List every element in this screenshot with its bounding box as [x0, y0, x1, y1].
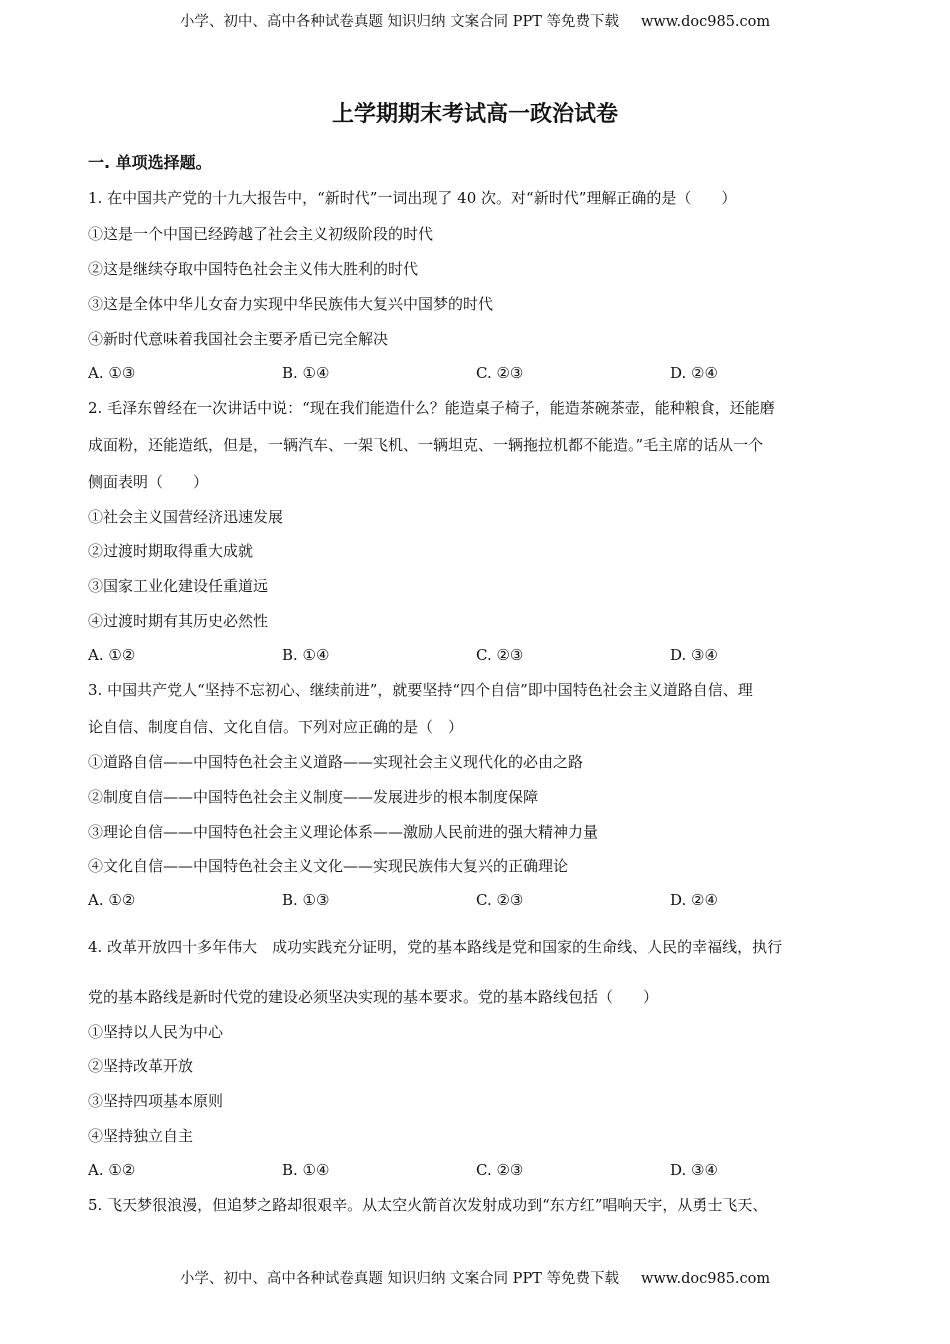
statement-item: ③这是全体中华儿女奋力实现中华民族伟大复兴中国梦的时代	[88, 295, 494, 313]
choice-b[interactable]: B. ①③	[282, 891, 330, 909]
answer-choices	[88, 1160, 868, 1180]
statement-item: ③理论自信——中国特色社会主义理论体系——激励人民前进的强大精神力量	[88, 823, 599, 841]
statement-item: ③坚持四项基本原则	[88, 1092, 224, 1110]
answer-choices	[88, 645, 868, 665]
statement-item: ④新时代意味着我国社会主要矛盾已完全解决	[88, 330, 389, 348]
question-stem: 3. 中国共产党人“坚持不忘初心、继续前进”，就要坚持“四个自信”即中国特色社会主义道路自信、理	[88, 681, 753, 699]
footer-text: 小学、初中、高中各种试卷真题 知识归纳 文案合同 PPT 等免费下载	[179, 1271, 619, 1287]
page-header	[0, 12, 950, 32]
question-stem: 2. 毛泽东曾经在一次讲话中说：“现在我们能造什么？能造桌子椅子，能造茶碗茶壶，能种粮食，还能磨	[88, 399, 775, 417]
choice-a[interactable]: A. ①②	[88, 1161, 136, 1179]
statement-item: ②制度自信——中国特色社会主义制度——发展进步的根本制度保障	[88, 788, 539, 806]
answer-choices	[88, 890, 868, 910]
question-stem: 5. 飞天梦很浪漫，但追梦之路却很艰辛。从太空火箭首次发射成功到“东方红”唱响天宇，从勇士飞天、	[88, 1196, 768, 1214]
choice-d[interactable]: D. ③④	[670, 1161, 718, 1179]
statement-item: ②过渡时期取得重大成就	[88, 542, 254, 560]
page-title: 上学期期末考试高一政治试卷	[331, 101, 618, 127]
statement-item: ①社会主义国营经济迅速发展	[88, 508, 284, 526]
statement-item: ②这是继续夺取中国特色社会主义伟大胜利的时代	[88, 260, 419, 278]
choice-d[interactable]: D. ②④	[670, 364, 718, 382]
statement-item: ①道路自信——中国特色社会主义道路——实现社会主义现代化的必由之路	[88, 753, 584, 771]
statement-item: ④过渡时期有其历史必然性	[88, 612, 269, 630]
page-footer	[0, 1269, 950, 1289]
question-stem: 党的基本路线是新时代党的建设必须坚决实现的基本要求。党的基本路线包括（ ）	[88, 988, 659, 1006]
section-heading: 一. 单项选择题。	[88, 153, 212, 172]
choice-d[interactable]: D. ③④	[670, 646, 718, 664]
statement-item: ①坚持以人民为中心	[88, 1023, 224, 1041]
statement-item: ④文化自信——中国特色社会主义文化——实现民族伟大复兴的正确理论	[88, 857, 569, 875]
choice-c[interactable]: C. ②③	[476, 646, 524, 664]
choice-c[interactable]: C. ②③	[476, 1161, 524, 1179]
choice-a[interactable]: A. ①②	[88, 891, 136, 909]
header-url[interactable]: www.doc985.com	[640, 14, 771, 30]
choice-b[interactable]: B. ①④	[282, 364, 330, 382]
choice-b[interactable]: B. ①④	[282, 646, 330, 664]
statement-item: ③国家工业化建设任重道远	[88, 577, 269, 595]
choice-c[interactable]: C. ②③	[476, 364, 524, 382]
statement-item: ②坚持改革开放	[88, 1057, 194, 1075]
question-stem: 4. 改革开放四十多年伟大 成功实践充分证明，党的基本路线是党和国家的生命线、人民的幸福线，执行	[88, 938, 783, 956]
choice-a[interactable]: A. ①②	[88, 646, 136, 664]
answer-choices	[88, 363, 868, 383]
choice-c[interactable]: C. ②③	[476, 891, 524, 909]
choice-a[interactable]: A. ①③	[88, 364, 136, 382]
question-stem: 1. 在中国共产党的十九大报告中，“新时代”一词出现了 40 次。对“新时代”理解正确的是（ ）	[88, 189, 737, 207]
choice-b[interactable]: B. ①④	[282, 1161, 330, 1179]
footer-url[interactable]: www.doc985.com	[640, 1271, 771, 1287]
question-stem: 成面粉，还能造纸，但是，一辆汽车、一架飞机、一辆坦克、一辆拖拉机都不能造。”毛主席的话从一个	[88, 436, 764, 454]
choice-d[interactable]: D. ②④	[670, 891, 718, 909]
header-text: 小学、初中、高中各种试卷真题 知识归纳 文案合同 PPT 等免费下载	[179, 14, 619, 30]
statement-item: ①这是一个中国已经跨越了社会主义初级阶段的时代	[88, 225, 434, 243]
statement-item: ④坚持独立自主	[88, 1127, 194, 1145]
question-stem: 侧面表明（ ）	[88, 473, 209, 491]
question-stem: 论自信、制度自信、文化自信。下列对应正确的是（ ）	[88, 718, 464, 736]
